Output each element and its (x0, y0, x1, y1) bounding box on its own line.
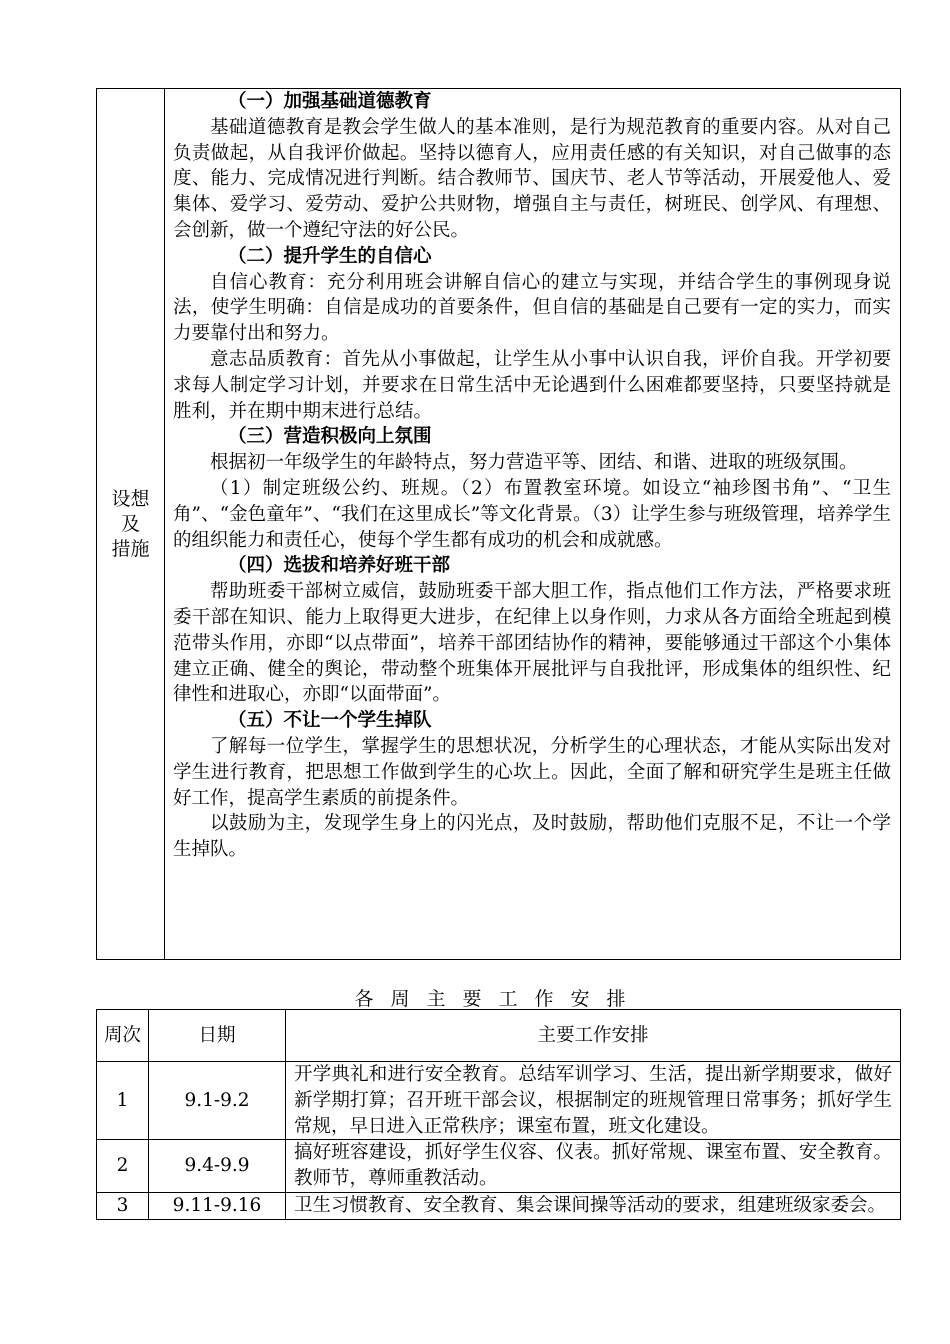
section-paragraph: 以鼓励为主，发现学生身上的闪光点，及时鼓励，帮助他们克服不足，不让一个学生掉队。 (173, 813, 891, 861)
date-cell: 9.4-9.9 (149, 1140, 286, 1193)
measures-table (96, 88, 901, 960)
section-paragraph: （1）制定班级公约、班规。（2）布置教室环境。如设立“袖珍图书角”、“卫生角”、“金色童年”、“我们在这里成长”等文化背景。（3）让学生参与班级管理，培养学生的组织能力和责任心，使每个学生都有成功的机会和成就感。 (173, 477, 891, 551)
table-row (97, 1192, 901, 1219)
week-cell: 3 (97, 1192, 149, 1219)
section-paragraph: 帮助班委干部树立威信，鼓励班委干部大胆工作，指点他们工作方法，严格要求班委干部在知识、能力上取得更大进步，在纪律上以身作则，力求从各方面给全班起到模范带头作用，亦即“以点带面”，培养干部团结协作的精神，要能够通过干部这个小集体建立正确、健全的舆论，带动整个班集体开展批评与自我批评，形成集体的组织性、纪律性和进取心，亦即“以面带面”。 (173, 581, 891, 706)
header-week-label: 周次 (104, 1025, 142, 1046)
table-row (97, 1062, 901, 1140)
table-row (97, 1140, 901, 1193)
section-title: （四）选拔和培养好班干部 (228, 555, 451, 577)
section-title: （一）加强基础道德教育 (228, 91, 432, 112)
measures-row (97, 89, 901, 960)
section-paragraph: 基础道德教育是教会学生做人的基本准则，是行为规范教育的重要内容。从对自己负责做起，从自我评价做起。坚持以德育人，应用责任感的有关知识，对自己做事的态度、能力、完成情况进行判断。结合教师节、国庆节、老人节等活动，开展爱他人、爱集体、爱学习、爱劳动、爱护公共财物，增强自主与责任，树班民、创学风、有理想、会创新，做一个遵纪守法的好公民。 (173, 116, 891, 241)
week-cell: 2 (97, 1140, 149, 1193)
schedule-table (96, 1009, 901, 1220)
header-week (97, 1010, 149, 1062)
measures-content-cell (165, 89, 901, 960)
date-cell: 9.1-9.2 (149, 1062, 286, 1140)
section-paragraph: 了解每一位学生，掌握学生的思想状况，分析学生的心理状态，才能从实际出发对学生进行教育，把思想工作做到学生的心坎上。因此，全面了解和研究学生是班主任做好工作，提高学生素质的前提条件。 (173, 735, 891, 809)
schedule-caption: 各周主要工作安排 (354, 988, 643, 1010)
content-cell: 开学典礼和进行安全教育。总结军训学习、生活，提出新学期要求，做好新学期打算；召开班干部会议，根据制定的班规管理日常事务；抓好学生常规，早日进入正常秩序；课室布置，班文化建设。 (286, 1062, 901, 1140)
content-cell: 搞好班容建设，抓好学生仪容、仪表。抓好常规、课室布置、安全教育。教师节，尊师重教活动。 (286, 1140, 901, 1193)
section-title: （二）提升学生的自信心 (228, 245, 432, 267)
section-paragraph: 意志品质教育：首先从小事做起，让学生从小事中认识自我，评价自我。开学初要求每人制定学习计划，并要求在日常生活中无论遇到什么困难都要坚持，只要坚持就是胜利，并在期中期末进行总结。 (173, 348, 891, 422)
measures-label-line: 及 (120, 512, 140, 535)
content-cell: 卫生习惯教育、安全教育、集会课间操等活动的要求，组建班级家委会。 (286, 1192, 901, 1219)
schedule-header-row (97, 1010, 901, 1062)
section-title: （五）不让一个学生掉队 (228, 710, 432, 732)
measures-label-cell (97, 89, 165, 960)
header-content: 主要工作安排 (286, 1010, 901, 1062)
week-cell: 1 (97, 1062, 149, 1140)
date-cell: 9.11-9.16 (149, 1192, 286, 1219)
measures-label-line: 措施 (111, 537, 150, 560)
section-paragraph: 自信心教育：充分利用班会讲解自信心的建立与实现，并结合学生的事例现身说法，使学生明确：自信是成功的首要条件，但自信的基础是自己要有一定的实力，而实力要靠付出和努力。 (173, 271, 891, 345)
section-title: （三）营造积极向上氛围 (228, 426, 432, 448)
section-paragraph: 根据初一年级学生的年龄特点，努力营造平等、团结、和谐、进取的班级氛围。 (210, 452, 858, 474)
measures-label-line: 设想 (111, 487, 150, 510)
header-date: 日期 (149, 1010, 286, 1062)
